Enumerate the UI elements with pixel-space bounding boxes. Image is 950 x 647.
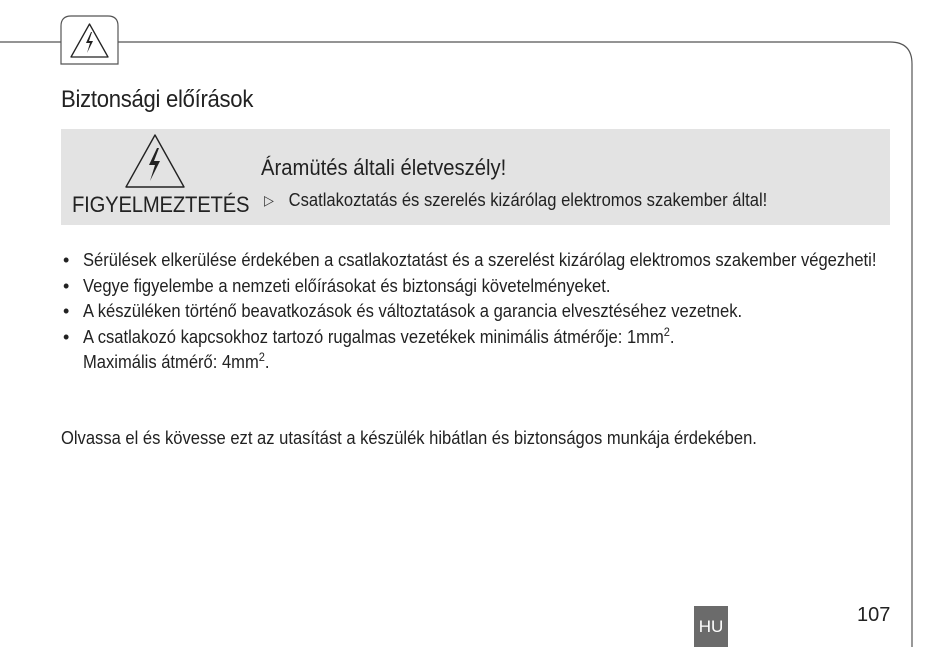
bullet-icon: • [63, 275, 70, 296]
min-diameter-exponent: 2 [663, 324, 670, 339]
bullet-icon: • [63, 326, 70, 347]
list-item-text: Sérülések elkerülése érdekében a csatlakoztatást és a szerelést kizárólag elektromos szakember végezheti! [83, 250, 877, 270]
list-item [61, 248, 891, 274]
list-item-text [83, 325, 893, 376]
high-voltage-warning-icon [124, 133, 186, 189]
bullet-icon: • [63, 301, 70, 321]
list-item [61, 299, 891, 325]
list-item [61, 325, 891, 376]
max-diameter-period: . [264, 352, 270, 372]
warning-title: Áramütés általi életveszély! [261, 155, 507, 180]
language-badge: HU [694, 606, 728, 647]
max-diameter-text: Maximális átmérő: 4mm [83, 352, 259, 372]
list-item-text: A készüléken történő beavatkozások és változtatások a garancia elvesztéséhez vezetnek. [83, 301, 743, 321]
page-title: Biztonsági előírások [61, 86, 254, 113]
warning-label: FIGYELMEZTETÉS [72, 192, 250, 217]
warning-box [61, 129, 890, 225]
warning-instruction [264, 190, 767, 211]
list-item [61, 274, 891, 300]
min-diameter-text: A csatlakozó kapcsokhoz tartozó rugalmas vezetékek minimális átmérője: 1mm [83, 326, 664, 347]
triangle-right-icon: ▷ [264, 192, 274, 208]
closing-note: Olvassa el és kövesse ezt az utasítást a készülék hibátlan és biztonságos munkája érdekében. [61, 428, 757, 448]
safety-bullet-list [61, 248, 891, 376]
list-item-text: Vegye figyelembe a nemzeti előírásokat és biztonsági követelményeket. [83, 275, 611, 296]
max-diameter-exponent: 2 [258, 350, 265, 364]
bullet-icon: • [63, 250, 70, 270]
warning-instruction-text: Csatlakoztatás és szerelés kizárólag elektromos szakember által! [288, 190, 768, 210]
page-number: 107 [857, 604, 891, 626]
min-diameter-period: . [669, 326, 675, 347]
